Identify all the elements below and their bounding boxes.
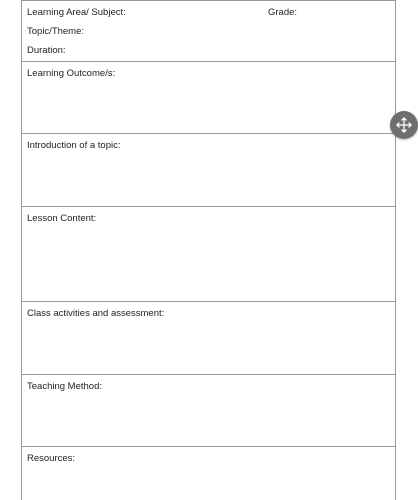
move-arrows-icon: [395, 116, 413, 134]
resources-label: Resources:: [27, 453, 76, 464]
topic-label: Topic/Theme:: [27, 26, 85, 37]
move-handle-button[interactable]: [390, 111, 418, 139]
section-teaching-method[interactable]: [22, 375, 395, 447]
learning-outcomes-label: Learning Outcome/s:: [27, 68, 116, 79]
lesson-plan-form: [21, 0, 396, 500]
duration-label: Duration:: [27, 45, 66, 56]
form-header: [22, 0, 395, 62]
grade-label: Grade:: [268, 7, 298, 18]
lesson-content-label: Lesson Content:: [27, 213, 97, 224]
section-introduction[interactable]: [22, 134, 395, 207]
subject-label: Learning Area/ Subject:: [27, 7, 126, 18]
section-lesson-content[interactable]: [22, 207, 395, 302]
section-learning-outcomes[interactable]: [22, 62, 395, 134]
section-class-activities[interactable]: [22, 302, 395, 375]
teaching-method-label: Teaching Method:: [27, 381, 102, 392]
introduction-label: Introduction of a topic:: [27, 140, 121, 151]
section-resources[interactable]: [22, 447, 395, 500]
class-activities-label: Class activities and assessment:: [27, 308, 165, 319]
